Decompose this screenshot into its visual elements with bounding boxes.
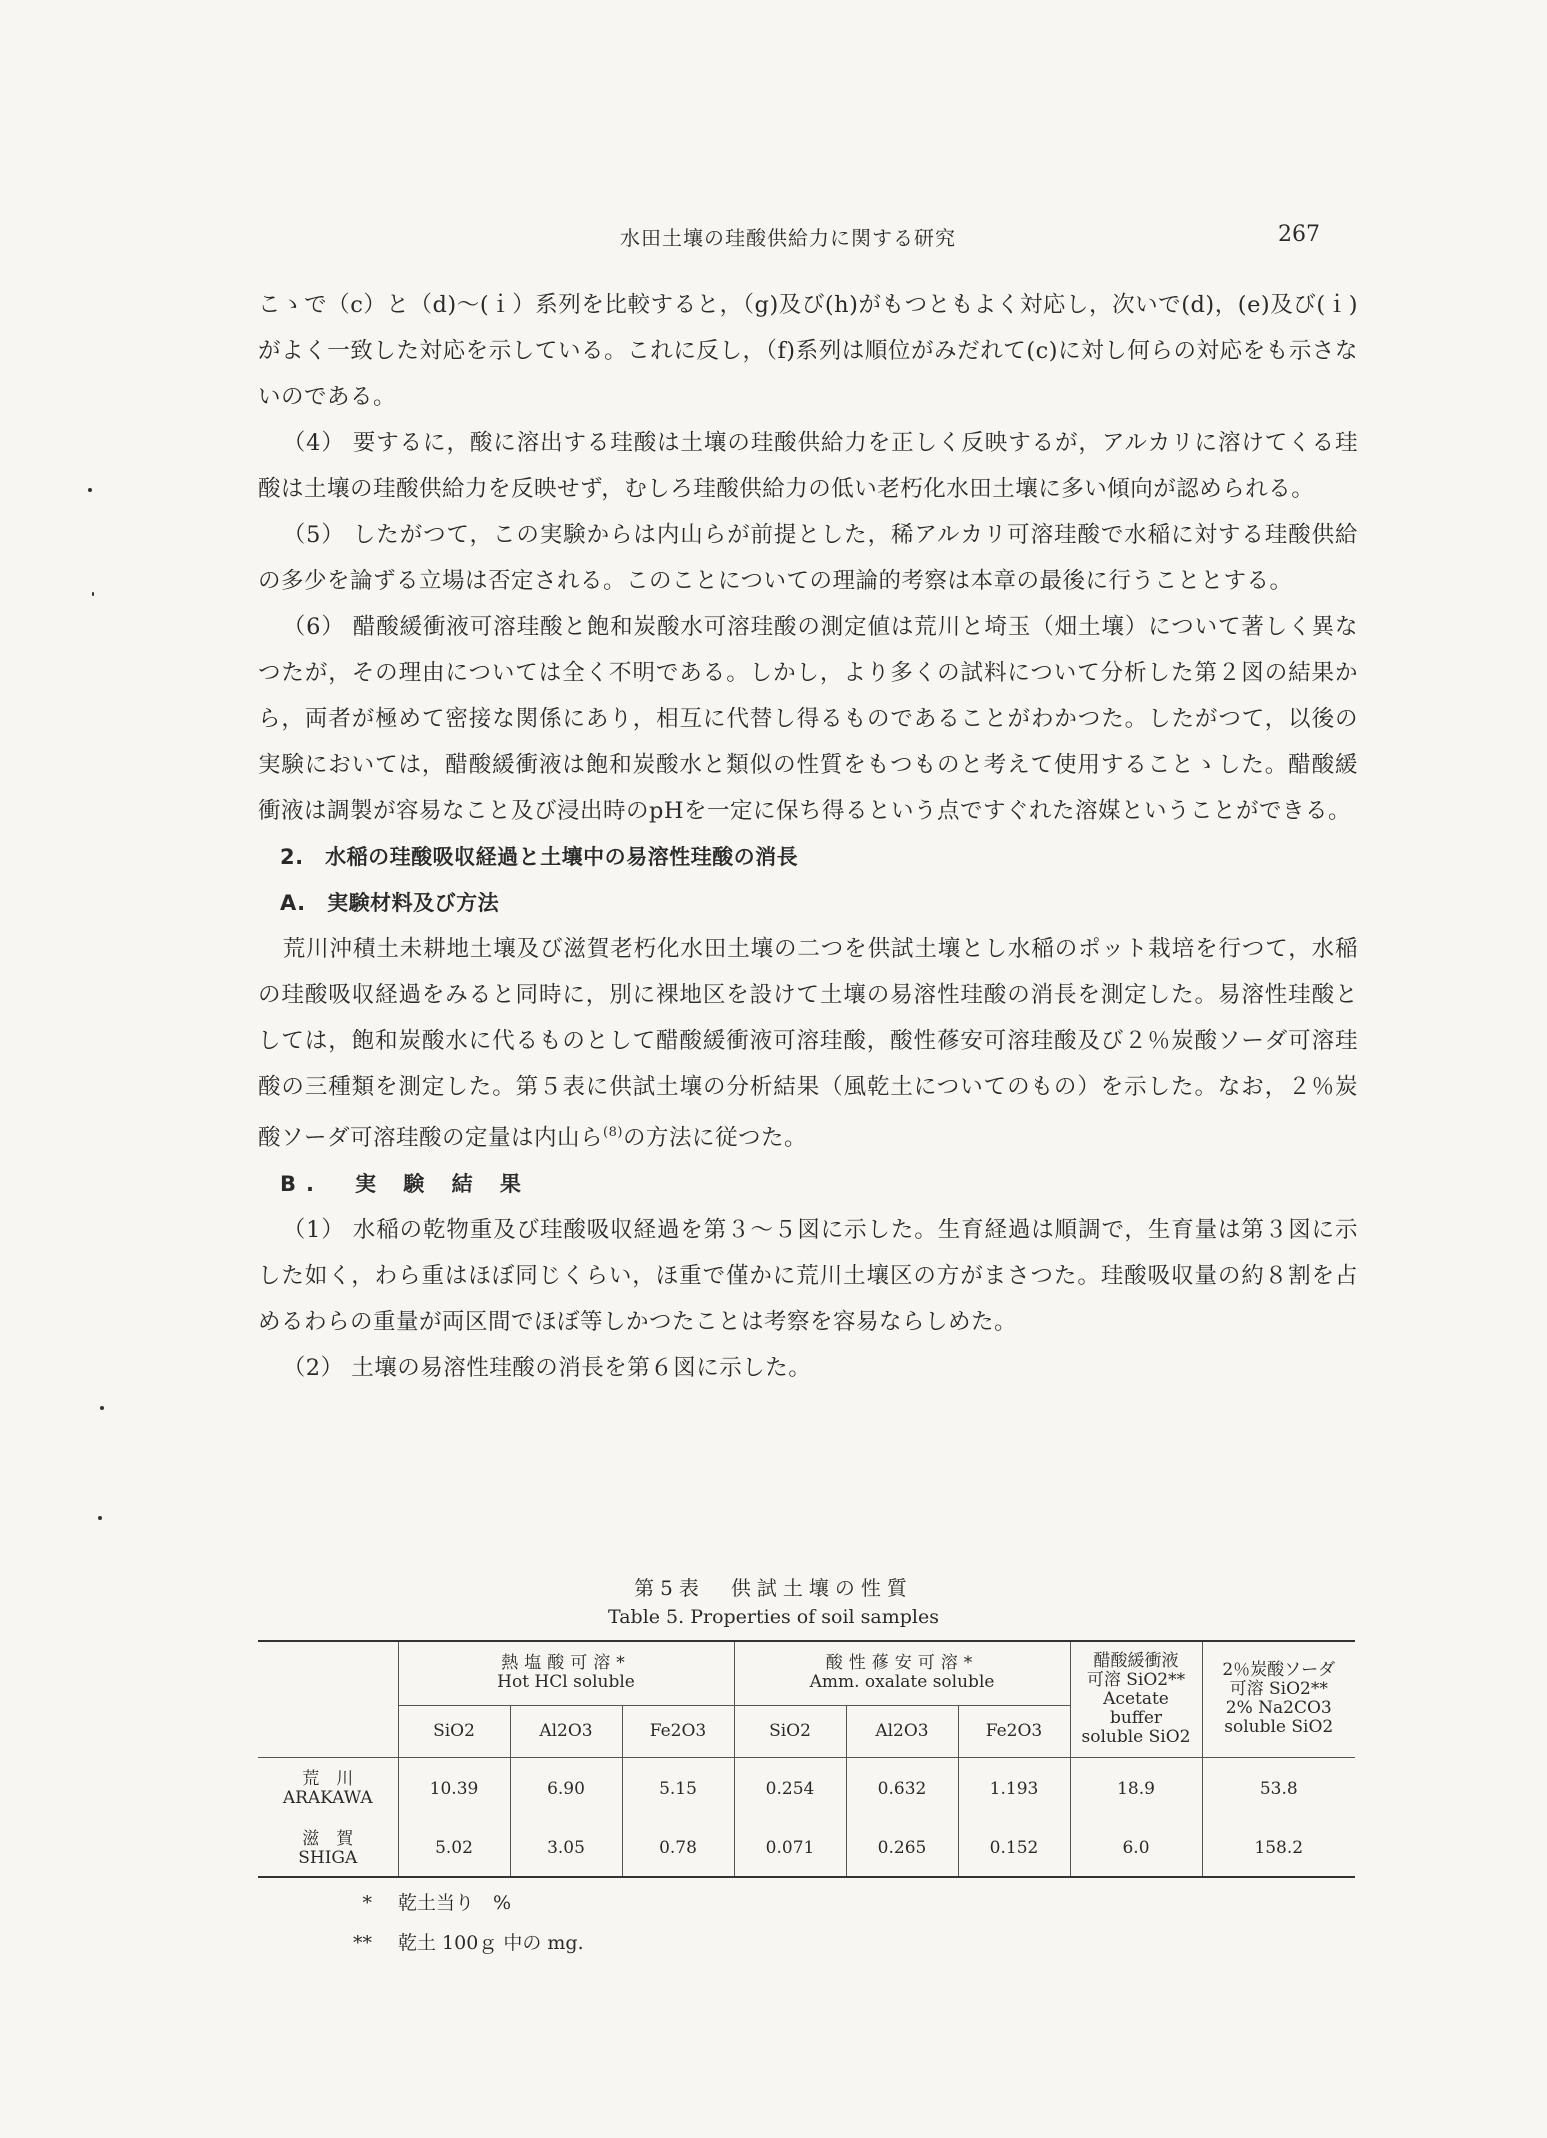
acetate-header (1070, 1641, 1202, 1757)
table-row (258, 1821, 1355, 1877)
table-caption-ja: 第5表 供試土壤の性質 (634, 1576, 913, 1600)
col-header-sio2: SiO2 (398, 1705, 510, 1757)
corner-cell-lower (258, 1705, 398, 1757)
na2co3-label-en1: 2% Na2CO3 (1225, 1698, 1332, 1719)
reference-marker: (8) (603, 1125, 623, 1140)
na2co3-label-ja: 2％炭酸ソーダ (1222, 1660, 1336, 1681)
row-label-en: ARAKAWA (282, 1788, 373, 1809)
paragraph-point-4: （4） 要するに，酸に溶出する珪酸は土壤の珪酸供給力を正しく反映するが，アルカリに溶けてくる珪酸は土壤の珪酸供給力を反映せず，むしろ珪酸供給力の低い老朽化水田土壤に多い傾向が認められる。 (258, 430, 1358, 502)
table-cell: 0.254 (734, 1757, 846, 1821)
footnote-text: 乾土当り % (398, 1892, 512, 1914)
body-text (258, 282, 1358, 1391)
subsection-a-text-main: 荒川沖積土未耕地土壤及び滋賀老朽化水田土壤の二つを供試土壤とし水稲のポット栽培を行つて，水稲の珪酸吸収経過をみると同時に，別に裸地区を設けて土壤の易溶性珪酸の消長を測定した。易溶性珪酸としては，飽和炭酸水に代るものとして醋酸緩衝液可溶珪酸，酸性蓚安可溶珪酸及び２％炭酸ソーダ可溶珪酸の三種類を測定した。第５表に供試土壤の分析結果（風乾土についてのもの）を示した。なお，２％炭酸ソーダ可溶珪酸の定量は内山ら (258, 936, 1358, 1151)
page-number: 267 (1278, 222, 1320, 247)
scan-speck (100, 1406, 104, 1410)
table-cell: 3.05 (510, 1821, 622, 1877)
footnote-2 (330, 1928, 584, 1955)
running-title: 水田土壤の珪酸供給力に関する研究 (620, 226, 956, 250)
table-cell: 0.152 (958, 1821, 1070, 1877)
table-cell: 18.9 (1070, 1757, 1202, 1821)
table-row (258, 1757, 1355, 1821)
na2co3-header (1202, 1641, 1355, 1757)
table-cell: 53.8 (1202, 1757, 1355, 1821)
footnote-1 (330, 1888, 511, 1915)
acetate-label-ja: 醋酸緩衝液 (1093, 1650, 1179, 1671)
subsection-a-text-tail: の方法に従つた。 (622, 1125, 807, 1151)
soil-properties-table (258, 1640, 1355, 1878)
hot-hcl-label-en: Hot HCl soluble (497, 1672, 635, 1693)
oxalate-group-header (734, 1641, 1070, 1705)
scan-speck (98, 1516, 102, 1520)
corner-cell (258, 1641, 398, 1705)
table-cell: 0.78 (622, 1821, 734, 1877)
scan-speck (88, 488, 92, 492)
oxalate-label-en: Amm. oxalate soluble (809, 1672, 995, 1693)
col-header-sio2: SiO2 (734, 1705, 846, 1757)
row-label (258, 1757, 398, 1821)
table-cell: 5.15 (622, 1757, 734, 1821)
paragraph-point-5: （5） したがつて，この実験からは内山らが前提とした，稀アルカリ可溶珪酸で水稲に対する珪酸供給の多少を論ずる立場は否定される。このことについての理論的考察は本章の最後に行うこととする。 (258, 522, 1358, 594)
row-label (258, 1821, 398, 1877)
col-header-al2o3: Al2O3 (510, 1705, 622, 1757)
paragraph-comparison: こゝで（c）と（d)〜(ｉ）系列を比較すると，（g)及び(h)がもつともよく対応し，次いで(d)，(e)及び(ｉ)がよく一致した対応を示している。これに反し，（f)系列は順位がみだれて(c)に対し何らの対応をも示さないのである。 (258, 292, 1358, 410)
col-header-al2o3: Al2O3 (846, 1705, 958, 1757)
subsection-a-text (258, 926, 1358, 1161)
table-caption-en: Table 5. Properties of soil samples (608, 1606, 939, 1628)
hot-hcl-label-ja: 熱塩酸可溶* (501, 1653, 631, 1674)
acetate-label-en3: soluble SiO2 (1081, 1726, 1191, 1747)
acetate-label-en1: Acetate (1103, 1688, 1169, 1709)
section-2-heading: 2. 水稲の珪酸吸収経過と土壤中の易溶性珪酸の消長 (280, 845, 799, 869)
row-label-ja: 荒 川 (302, 1769, 354, 1790)
subsection-b-point-2: （2） 土壤の易溶性珪酸の消長を第６図に示した。 (282, 1355, 812, 1381)
acetate-label-en2: buffer (1109, 1707, 1163, 1728)
table-cell: 0.632 (846, 1757, 958, 1821)
row-label-ja: 滋 賀 (302, 1828, 354, 1849)
table-cell: 6.0 (1070, 1821, 1202, 1877)
acetate-label-ja2: 可溶 SiO2** (1086, 1669, 1186, 1690)
table-cell: 6.90 (510, 1757, 622, 1821)
table-cell: 5.02 (398, 1821, 510, 1877)
row-label-en: SHIGA (298, 1847, 358, 1868)
na2co3-label-ja2: 可溶 SiO2** (1229, 1679, 1328, 1700)
col-header-fe2o3: Fe2O3 (958, 1705, 1070, 1757)
col-header-fe2o3: Fe2O3 (622, 1705, 734, 1757)
footnote-text: 乾土 100ｇ 中の mg. (398, 1932, 584, 1954)
hot-hcl-group-header (398, 1641, 734, 1705)
subsection-b-heading: B. 実 験 結 果 (280, 1172, 531, 1196)
oxalate-label-ja: 酸性蓚安可溶* (825, 1653, 979, 1674)
paragraph-point-6: （6） 醋酸緩衝液可溶珪酸と飽和炭酸水可溶珪酸の測定値は荒川と埼玉（畑土壤）について著しく異なつたが，その理由については全く不明である。しかし，より多くの試料について分析した第２図の結果から，両者が極めて密接な関係にあり，相互に代替し得るものであることがわかつた。したがつて，以後の実験においては，醋酸緩衝液は飽和炭酸水と類似の性質をもつものと考えて使用することゝした。醋酸緩衝液は調製が容易なこと及び浸出時のpHを一定に保ち得るという点ですぐれた溶媒ということができる。 (258, 614, 1358, 824)
scan-speck (92, 592, 94, 596)
footnote-mark: ** (353, 1932, 372, 1954)
table-cell: 0.265 (846, 1821, 958, 1877)
table-cell: 10.39 (398, 1757, 510, 1821)
footnote-mark: * (362, 1892, 372, 1914)
na2co3-label-en2: soluble SiO2 (1224, 1717, 1334, 1738)
table-cell: 158.2 (1202, 1821, 1355, 1877)
table-cell: 1.193 (958, 1757, 1070, 1821)
subsection-a-heading: A. 実験材料及び方法 (280, 891, 500, 915)
table-cell: 0.071 (734, 1821, 846, 1877)
subsection-b-point-1: （1） 水稲の乾物重及び珪酸吸収経過を第３〜５図に示した。生育経過は順調で，生育量は第３図に示した如く，わら重はほぼ同じくらい，ほ重で僅かに荒川土壤区の方がまさつた。珪酸吸収量の約８割を占めるわらの重量が両区間でほぼ等しかつたことは考察を容易ならしめた。 (258, 1217, 1358, 1335)
